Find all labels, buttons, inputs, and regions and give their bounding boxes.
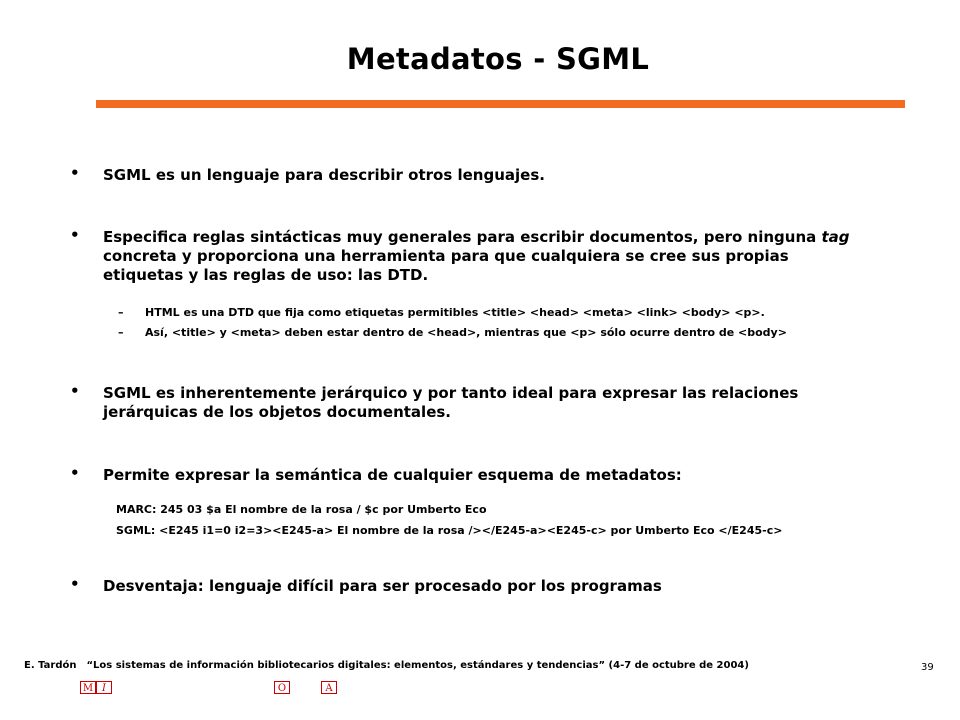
- bullet-text-2: [103, 228, 873, 285]
- nav-m-button[interactable]: M: [80, 681, 96, 694]
- footer-talk-title: “Los sistemas de información bibliotecarios digitales: elementos, estándares y tendencias” (4-7 de octubre de 2004): [86, 660, 749, 671]
- page-number: 39: [921, 662, 934, 673]
- bullet-text-1: SGML es un lenguaje para describir otros lenguajes.: [103, 166, 545, 184]
- bullet-text-5: Desventaja: lenguaje difícil para ser procesado por los programas: [103, 577, 662, 595]
- sub-item-1: HTML es una DTD que fija como etiquetas permitibles <title> <head> <meta> <link> <body> <p>.: [145, 306, 765, 319]
- sub-dash: –: [118, 306, 124, 319]
- sub-dash: –: [118, 326, 124, 339]
- bullet-marker: •: [70, 464, 80, 482]
- footer-author: E. Tardón: [24, 660, 77, 671]
- sub-item-2: Así, <title> y <meta> deben estar dentro de <head>, mientras que <p> sólo ocurre dentro de <body>: [145, 326, 787, 339]
- nav-o-button[interactable]: O: [274, 681, 290, 694]
- sgml-example: SGML: <E245 i1=0 i2=3><E245-a> El nombre de la rosa /></E245-a><E245-c> por Umberto Eco </E245-c>: [116, 524, 783, 537]
- bullet-text-3: SGML es inherentemente jerárquico y por tanto ideal para expresar las relaciones jerárquicas de los objetos documentales.: [103, 384, 799, 421]
- bullet-marker: •: [70, 164, 80, 182]
- nav-a-button[interactable]: A: [321, 681, 337, 694]
- slide-title: Metadatos - SGML: [346, 42, 650, 76]
- bullet-marker: •: [70, 226, 80, 244]
- bullet-text-2-part-a: Especifica reglas sintácticas muy generales para escribir documentos, pero ninguna: [103, 228, 822, 246]
- bullet-text-2-part-b: concreta y proporciona una herramienta para que cualquiera se cree sus propias etiquetas y las reglas de uso: las DTD.: [103, 247, 789, 284]
- tag-word: tag: [821, 228, 850, 246]
- nav-i-button[interactable]: I: [96, 681, 112, 694]
- bullet-marker: •: [70, 382, 80, 400]
- bullet-text-4: Permite expresar la semántica de cualquier esquema de metadatos:: [103, 466, 682, 484]
- footer: [24, 660, 749, 671]
- title-underline: [96, 100, 905, 108]
- marc-example: MARC: 245 03 $a El nombre de la rosa / $c por Umberto Eco: [116, 503, 487, 516]
- bullet-marker: •: [70, 575, 80, 593]
